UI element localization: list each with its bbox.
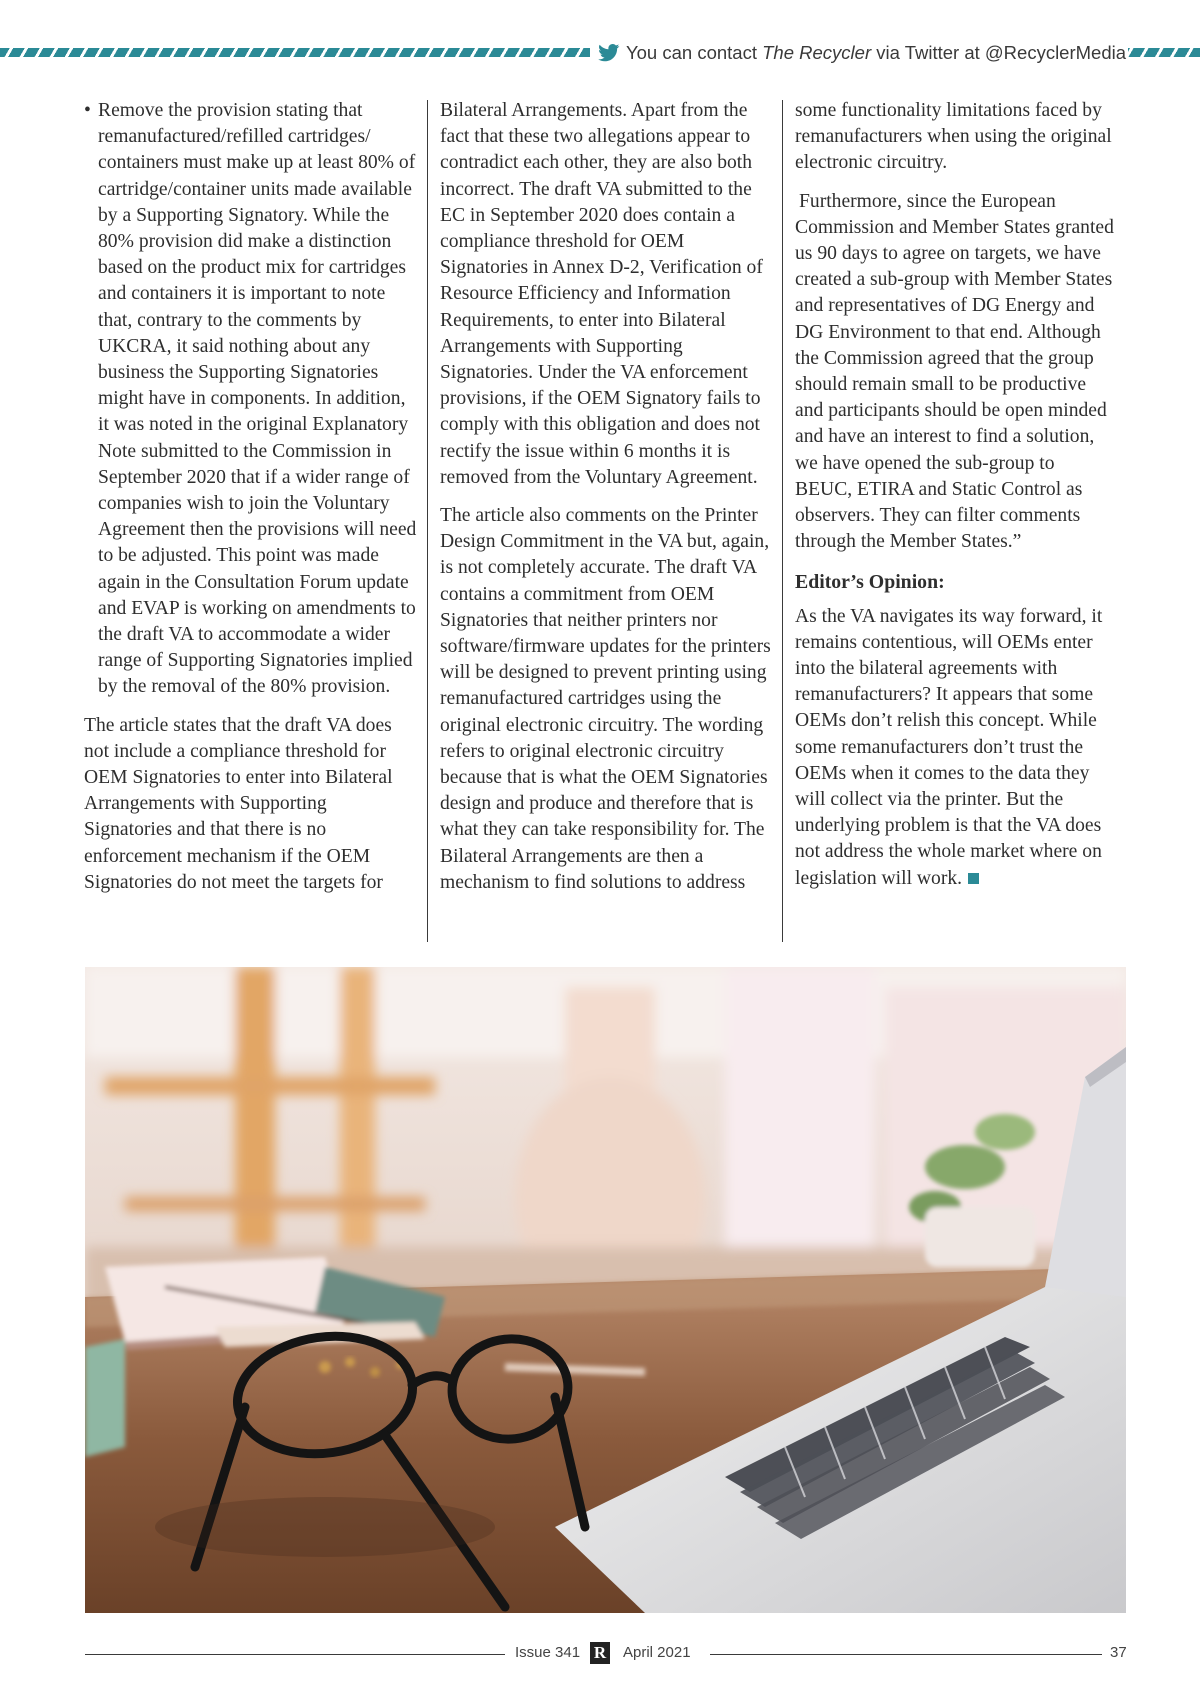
column-2 (440, 98, 774, 896)
footer-rule-left (85, 1654, 505, 1655)
footer-rule-right (710, 1654, 1102, 1655)
recycler-logo: R (590, 1642, 610, 1664)
laptop-glasses-desk-photo (85, 967, 1126, 1613)
page-footer (0, 1642, 1200, 1666)
contact-suffix: via Twitter at @RecyclerMedia (876, 42, 1127, 63)
list-item (84, 98, 418, 701)
column-divider (782, 100, 783, 942)
paragraph: Bilateral Arrangements. Apart from the fact that these two allegations appear to contradict each other, they are also both incorrect. The draft VA submitted to the EC in September 2020 does contain a compliance threshold for OEM Signatories in Annex D-2, Verification of Resource Efficiency and Information Requirements, to enter into Bilateral Arrangements with Supporting Signatories. Under the VA enforcement provisions, if the OEM Signatory fails to comply with this obligation and does not rectify the issue within 6 months it is removed from the Voluntary Agreement. (440, 100, 763, 488)
paragraph: The article states that the draft VA does not include a compliance threshold for OEM Signatories to enter into Bilateral Arrangements with Supporting Signatories and that there is no enforcement mechanism if the OEM Signatories do not meet the targets for (84, 714, 393, 893)
paragraph: Furthermore, since the European Commission and Member States granted us 90 days to agree on targets, we have created a sub-group with Member States and representatives of DG Energy and DG Environment to that end. Although the Commission agreed that the group should remain small to be productive and participants should be open minded and have an interest to find a solution, we have opened the sub-group to BEUC, ETIRA and Static Control as observers. They can filter comments through the Member States.” (795, 190, 1114, 553)
column-divider (427, 100, 428, 942)
editor-opinion-heading: Editor’s Opinion: (795, 571, 945, 594)
paragraph: The article also comments on the Printer Design Commitment in the VA but, again, is not completely accurate. The draft VA contains a commitment from OEM Signatories that neither printers nor software/firmware updates for the printers will be designed to prevent printing using remanufactured cartridges using the original electronic circuitry. The wording refers to original electronic circuitry because that is what the OEM Signatories design and produce and therefore that is what they can take responsibility for. The Bilateral Arrangements are then a mechanism to find solutions to address (440, 505, 771, 893)
editor-opinion-text (795, 604, 1115, 892)
issue-date: April 2021 (623, 1644, 691, 1661)
photo-illustration (85, 967, 1126, 1613)
twitter-bird-icon (598, 44, 620, 62)
paragraph: some functionality limitations faced by remanufacturers when using the original electronic circuitry. (795, 100, 1112, 174)
bullet-text: Remove the provision stating that remanufactured/refilled cartridges/ containers must make up at least 80% of cartridge/container units made available by a Supporting Signatory. While the 80% provision did make a distinction based on the product mix for cartridges and containers it is important to note that, contrary to the comments by UKCRA, it said nothing about any business the Supporting Signatories might have in components. In addition, it was noted in the original Explanatory Note submitted to the Commission in September 2020 that if a wider range of companies wish to join the Voluntary Agreement then the provisions will need to be adjusted. This point was made again in the Consultation Forum update and EVAP is working on amendments to the draft VA to accommodate a wider range of Supporting Signatories implied by the removal of the 80% provision. (98, 100, 417, 698)
column-3 (795, 98, 1115, 892)
end-of-article-icon (968, 873, 979, 884)
header-stripe-left (0, 48, 590, 57)
header-stripe-right (1128, 48, 1200, 57)
page-number: 37 (1110, 1644, 1127, 1661)
page-header (0, 40, 1200, 66)
contact-prefix: You can contact (626, 42, 757, 63)
publication-name: The Recycler (762, 42, 872, 63)
column-1 (84, 98, 418, 896)
editor-opinion-body: As the VA navigates its way forward, it remains contentious, will OEMs enter into the bilateral agreements with remanufacturers? It appears that some OEMs don’t relish this concept. While some remanufacturers don’t trust the OEMs when it comes to the data they will collect via the printer. But the underlying problem is that the VA does not address the whole market where on legislation will work. (795, 605, 1103, 889)
bullet-dot: • (84, 100, 91, 121)
twitter-contact-line (598, 40, 1126, 66)
issue-number: Issue 341 (515, 1644, 581, 1661)
